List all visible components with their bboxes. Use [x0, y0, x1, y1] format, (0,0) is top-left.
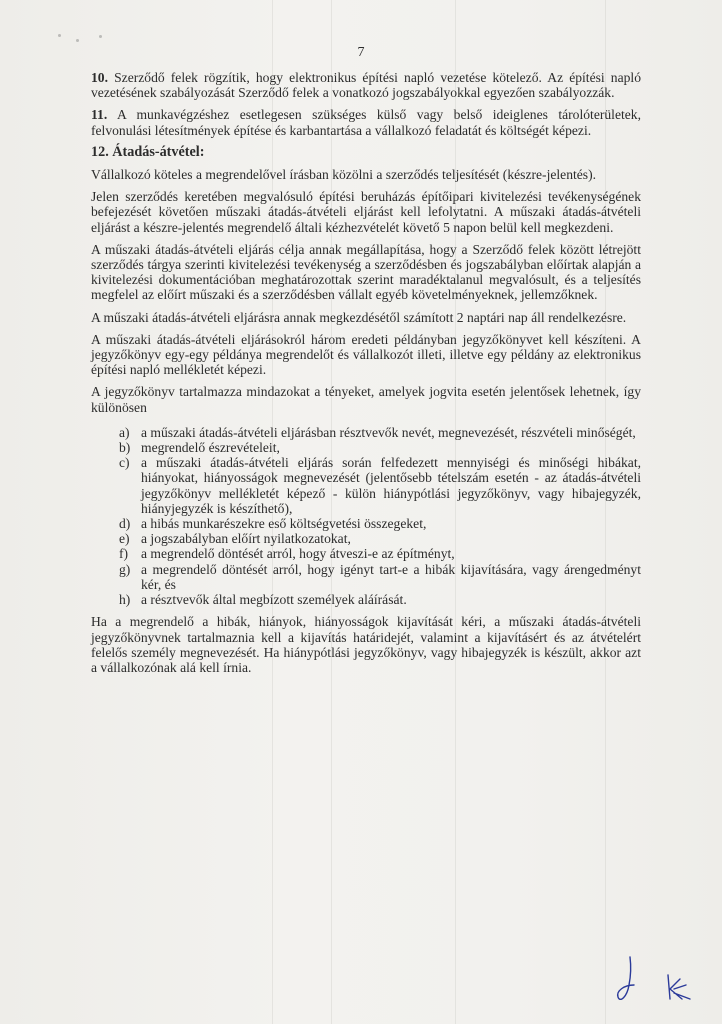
list-item	[119, 562, 641, 592]
document-body	[91, 70, 641, 682]
list-marker: e)	[119, 531, 130, 547]
handwritten-initial-icon	[618, 957, 634, 999]
signature-initials	[610, 955, 720, 1015]
list-item-text: a jogszabályban előírt nyilatkozatokat,	[141, 531, 351, 547]
list-marker: d)	[119, 516, 131, 532]
scan-speck	[99, 35, 102, 38]
list-item	[119, 546, 641, 561]
paragraph: Vállalkozó köteles a megrendelővel írásban közölni a szerződés teljesítését (készre-jelentés).	[91, 167, 597, 183]
protocol-contents-list	[91, 425, 641, 607]
list-marker: a)	[119, 424, 130, 440]
list-item-text: a megrendelő döntését arról, hogy átveszi-e az építményt,	[141, 546, 455, 562]
section-number: 11.	[91, 107, 108, 123]
section-10	[91, 70, 641, 100]
section-text: Szerződő felek rögzítik, hogy elektronikus építési napló vezetése kötelező. Az építési napló vezetésének szabályozását Szerződő felek a vonatkozó jogszabályokkal egyezően szabályozzák.	[91, 70, 641, 101]
paragraph: A műszaki átadás-átvételi eljárásokról három eredeti példányban jegyzőkönyvet kell készíteni. A jegyzőkönyv egy-egy példánya megrendelőt és vállalkozót illeti, illetve egy példány az elektronikus építési napló mellékletét képezi.	[91, 331, 641, 378]
section-number: 10.	[91, 70, 108, 85]
list-item	[119, 440, 641, 455]
scan-speck	[76, 39, 79, 42]
handwritten-initial-icon	[668, 975, 690, 999]
paragraph: A műszaki átadás-átvételi eljárásra annak megkezdésétől számított 2 naptári nap áll rendelkezésre.	[91, 309, 627, 325]
list-item-text: a hibás munkarészekre eső költségvetési összegeket,	[141, 516, 427, 532]
closing-paragraph: Ha a megrendelő a hibák, hiányok, hiányosságok kijavítását kéri, a műszaki átadás-átvételi jegyzőkönyvnek tartalmaznia kell a kijavítás határidejét, valamint a kijavításért és az átvételért felelős személy megnevezését. Ha hiánypótlási jegyzőkönyv, vagy hibajegyzék is készült, akkor azt a vállalkozónak alá kell írnia.	[91, 614, 641, 675]
list-item-text: a megrendelő döntését arról, hogy igényt tart-e a hibák kijavítására, vagy árengedményt kér, és	[141, 561, 641, 592]
list-item-text: a műszaki átadás-átvételi eljárás során felfedezett mennyiségi és minőségi hibákat, hiányokat, hiányosságok megnevezését (jelentősebb tételszám esetén - az átadás-átvételi jegyzőkönyv mellékletét képező - külön hiánypótlási jegyzőkönyv, vagy hibajegyzék, hiányjegyzék is készíthető),	[141, 455, 641, 516]
list-marker: f)	[119, 546, 129, 562]
list-marker: g)	[119, 561, 131, 577]
list-item	[119, 516, 641, 531]
page-number: 7	[357, 45, 365, 60]
list-marker: h)	[119, 592, 131, 608]
list-item	[119, 531, 641, 546]
paragraph: A műszaki átadás-átvételi eljárás célja annak megállapítása, hogy a Szerződő felek között létrejött szerződés tárgya szerinti kivitelezési tevékenység a szerződésben és jogszabályban előírtak alapján a kivitelezési dokumentációban meghatározottak szerint maradéktalanul megvalósult, és a teljesítés megfelel az előírt műszaki és a szerződésben vállalt egyéb követelményeknek, jellemzőknek.	[91, 241, 641, 303]
section-12-heading: 12. Átadás-átvétel:	[91, 143, 205, 160]
paragraph: Jelen szerződés keretében megvalósuló építési beruházás építőipari kivitelezési tevékenységének befejezését követően műszaki átadás-átvételi eljárást kell lefolytatni. A műszaki átadás-átvételi eljárást a készre-jelentés megrendelő általi kézhezvételét követő 5 napon belül kell megkezdeni.	[91, 189, 641, 235]
list-item-text: megrendelő észrevételeit,	[141, 440, 280, 456]
list-marker: b)	[119, 440, 131, 456]
list-item	[119, 455, 641, 516]
section-11	[91, 107, 641, 137]
list-item-text: a műszaki átadás-átvételi eljárásban résztvevők nevét, megnevezését, részvételi minőségét,	[141, 424, 636, 440]
paragraph: A jegyzőkönyv tartalmazza mindazokat a tényeket, amelyek jogvita esetén jelentősek lehetnek, így különösen	[91, 384, 641, 415]
section-text: A munkavégzéshez esetlegesen szükséges külső vagy belső ideiglenes tárolóterületek, felvonulási létesítmények építése és karbantartása a vállalkozó feladatát és költségét képezi.	[91, 107, 641, 138]
list-item	[119, 592, 641, 607]
list-item-text: a résztvevők által megbízott személyek aláírását.	[141, 592, 407, 608]
list-item	[119, 425, 641, 440]
scan-speck	[58, 34, 61, 37]
list-marker: c)	[119, 455, 130, 471]
